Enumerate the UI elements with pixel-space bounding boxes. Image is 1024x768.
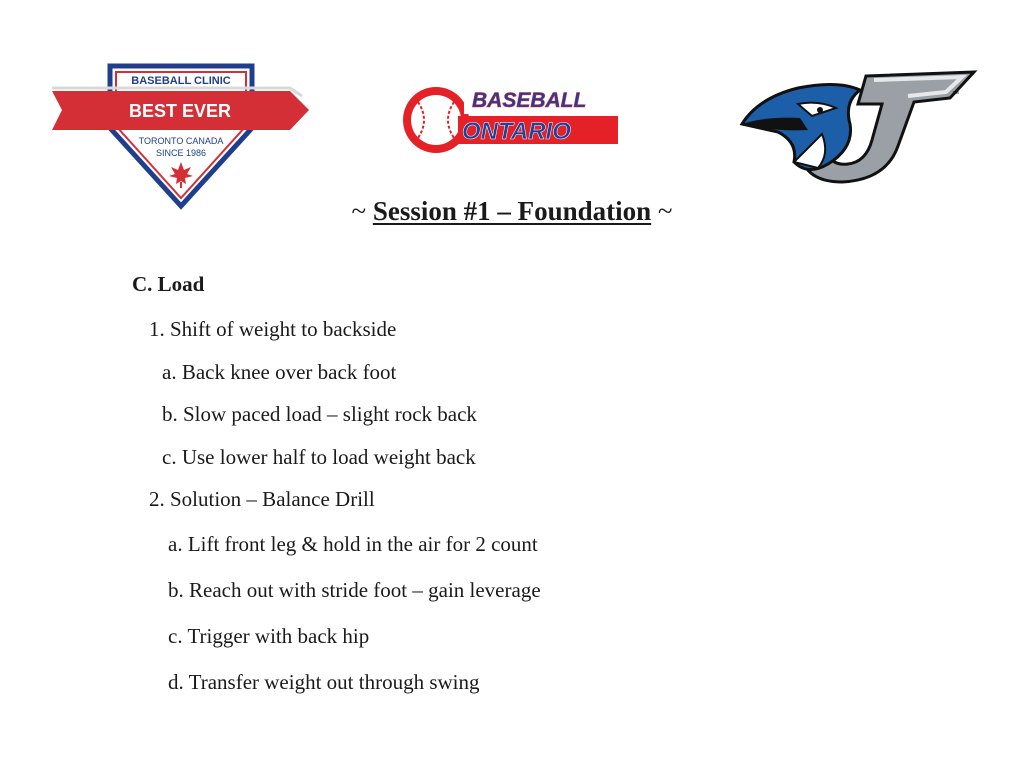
list-item: 1. Shift of weight to backside (149, 317, 397, 341)
clinic-banner-text: BEST EVER (128, 101, 232, 121)
baseball-ontario-logo (400, 82, 622, 158)
list-item: a. Lift front leg & hold in the air for 2 count (168, 532, 538, 556)
trademark-symbol: ™ (952, 91, 959, 98)
title-prefix: ~ (351, 196, 373, 226)
slide-title (0, 196, 1024, 227)
title-suffix: ~ (651, 196, 673, 226)
clinic-top-text: BASEBALL CLINIC (131, 75, 231, 87)
blue-jays-logo (738, 68, 978, 186)
list-item: a. Back knee over back foot (162, 360, 397, 384)
ontario-word1: BASEBALL (472, 89, 587, 112)
list-item: c. Trigger with back hip (168, 624, 370, 648)
clinic-since-text: SINCE 1986 (155, 148, 207, 158)
ontario-word2: ONTARIO (462, 118, 571, 145)
list-item: b. Reach out with stride foot – gain leverage (168, 578, 541, 602)
list-item: c. Use lower half to load weight back (162, 445, 476, 469)
list-item: 2. Solution – Balance Drill (149, 487, 375, 511)
list-item: d. Transfer weight out through swing (168, 670, 480, 694)
section-heading: C. Load (132, 272, 205, 296)
title-main: Session #1 – Foundation (372, 196, 652, 226)
best-ever-clinic-logo (52, 58, 309, 210)
list-item: b. Slow paced load – slight rock back (162, 402, 477, 426)
clinic-city-text: TORONTO CANADA (138, 136, 224, 146)
